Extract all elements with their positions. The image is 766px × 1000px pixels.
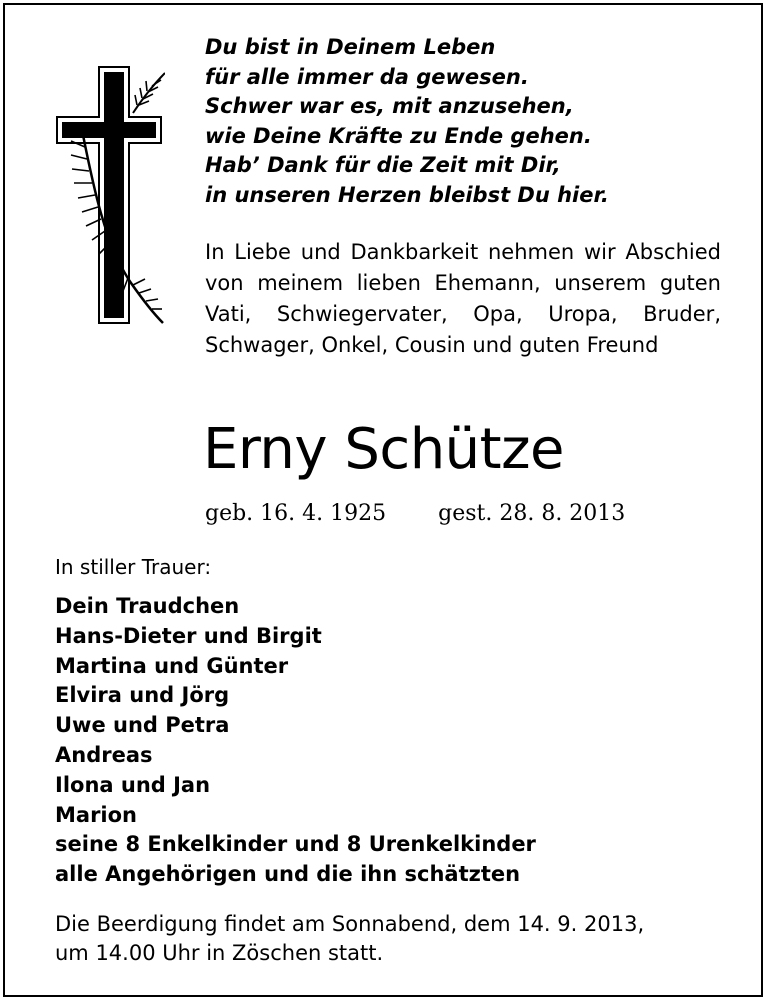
mourner-name: Andreas (55, 742, 153, 767)
mourner-name: Martina und Günter (55, 653, 289, 678)
birth-date: geb. 16. 4. 1925 (205, 501, 387, 526)
funeral-line-2: um 14.00 Uhr in Zöschen statt. (55, 941, 384, 965)
mourner-name: alle Angehörigen und die ihn schätzten (55, 862, 521, 887)
poem-line: in unseren Herzen bleibst Du hier. (205, 182, 609, 207)
poem-line: Du bist in Deinem Leben (205, 35, 496, 59)
cross-with-palm-branch-icon (53, 65, 165, 327)
mourning-heading: In stiller Trauer: (55, 555, 212, 579)
mourner-name: Elvira und Jörg (55, 683, 230, 708)
poem-line: wie Deine Kräfte zu Ende gehen. (205, 123, 592, 148)
poem-line: Schwer war es, mit anzusehen, (205, 94, 574, 118)
deceased-name: Erny Schütze (203, 417, 564, 482)
funeral-notice (55, 910, 745, 968)
mourner-name: seine 8 Enkelkinder und 8 Urenkelkinder (55, 832, 536, 857)
poem (205, 33, 745, 210)
death-date: gest. 28. 8. 2013 (438, 501, 626, 526)
mourners-list (55, 592, 745, 890)
obituary-frame (3, 3, 763, 997)
mourner-name: Uwe und Petra (55, 713, 230, 738)
mourner-name: Ilona und Jan (55, 772, 211, 797)
mourner-name: Dein Traudchen (55, 594, 240, 618)
poem-line: Hab’ Dank für die Zeit mit Dir, (205, 153, 561, 177)
life-dates (205, 499, 625, 529)
mourner-name: Marion (55, 802, 138, 827)
mourner-name: Hans-Dieter und Birgit (55, 623, 322, 648)
intro-text: In Liebe und Dankbarkeit nehmen wir Abschied von meinem lieben Ehemann, unserem guten Vati, Schwiegervater, Opa, Uropa, Bruder, Schwager, Onkel, Cousin und guten Freund (205, 240, 721, 357)
funeral-line-1: Die Beerdigung findet am Sonnabend, dem 14. 9. 2013, (55, 912, 645, 936)
poem-line: für alle immer da gewesen. (205, 64, 529, 89)
